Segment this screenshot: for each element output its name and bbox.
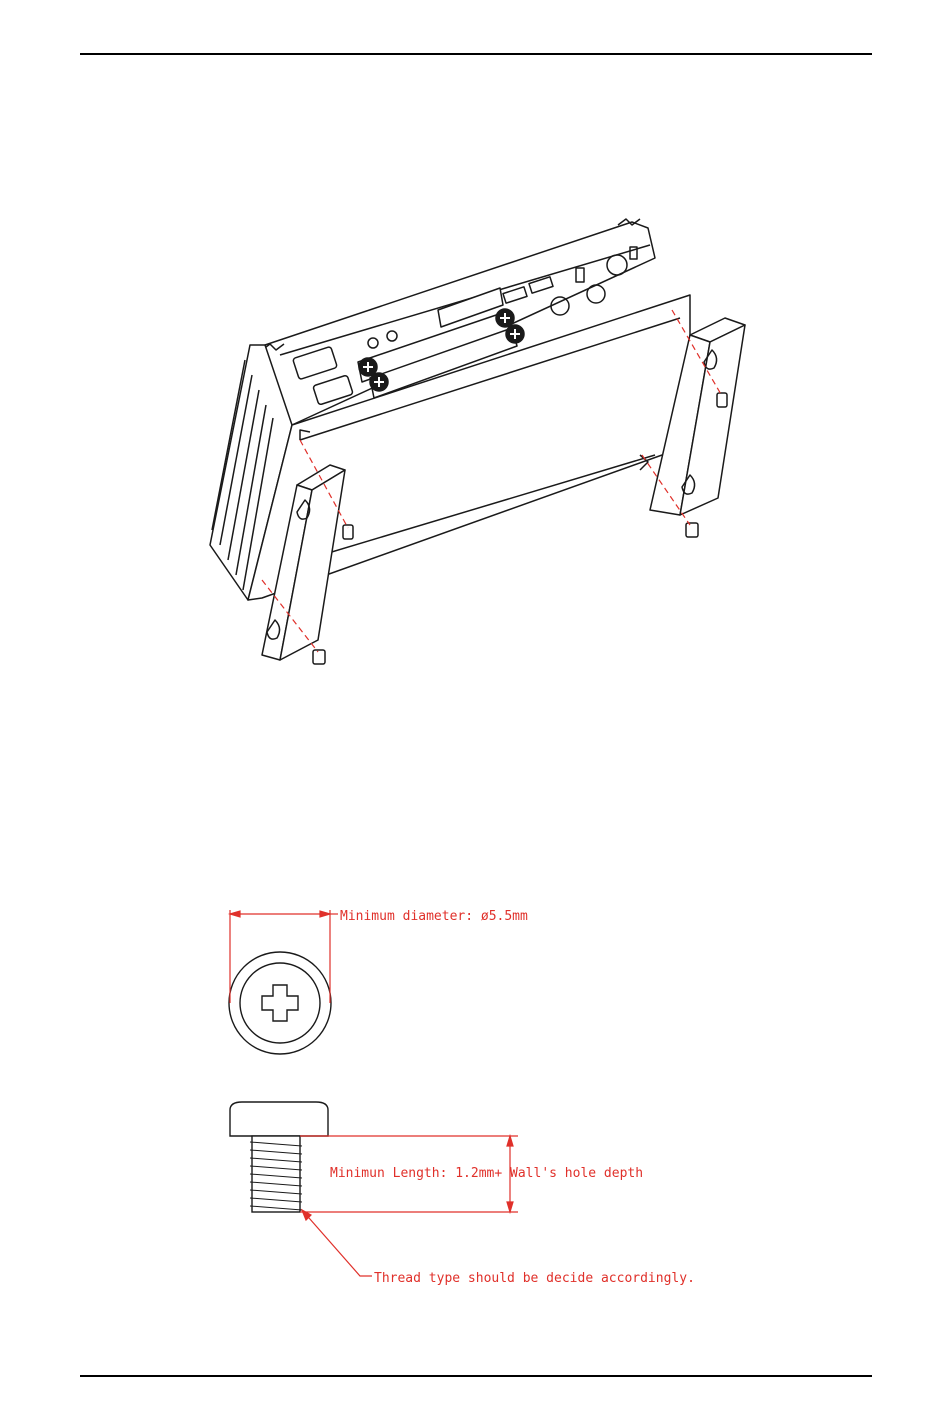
screw-head-top-view: [229, 952, 331, 1054]
screw-side-view: [230, 1102, 328, 1212]
thread-leader: [302, 1210, 372, 1276]
diameter-label: Minimum diameter: ø5.5mm: [340, 909, 528, 924]
length-label: Minimun Length: 1.2mm+ Wall's hole depth: [330, 1166, 644, 1181]
diameter-dimension: [230, 910, 338, 1003]
thread-label: Thread type should be decide accordingly.: [374, 1271, 695, 1286]
